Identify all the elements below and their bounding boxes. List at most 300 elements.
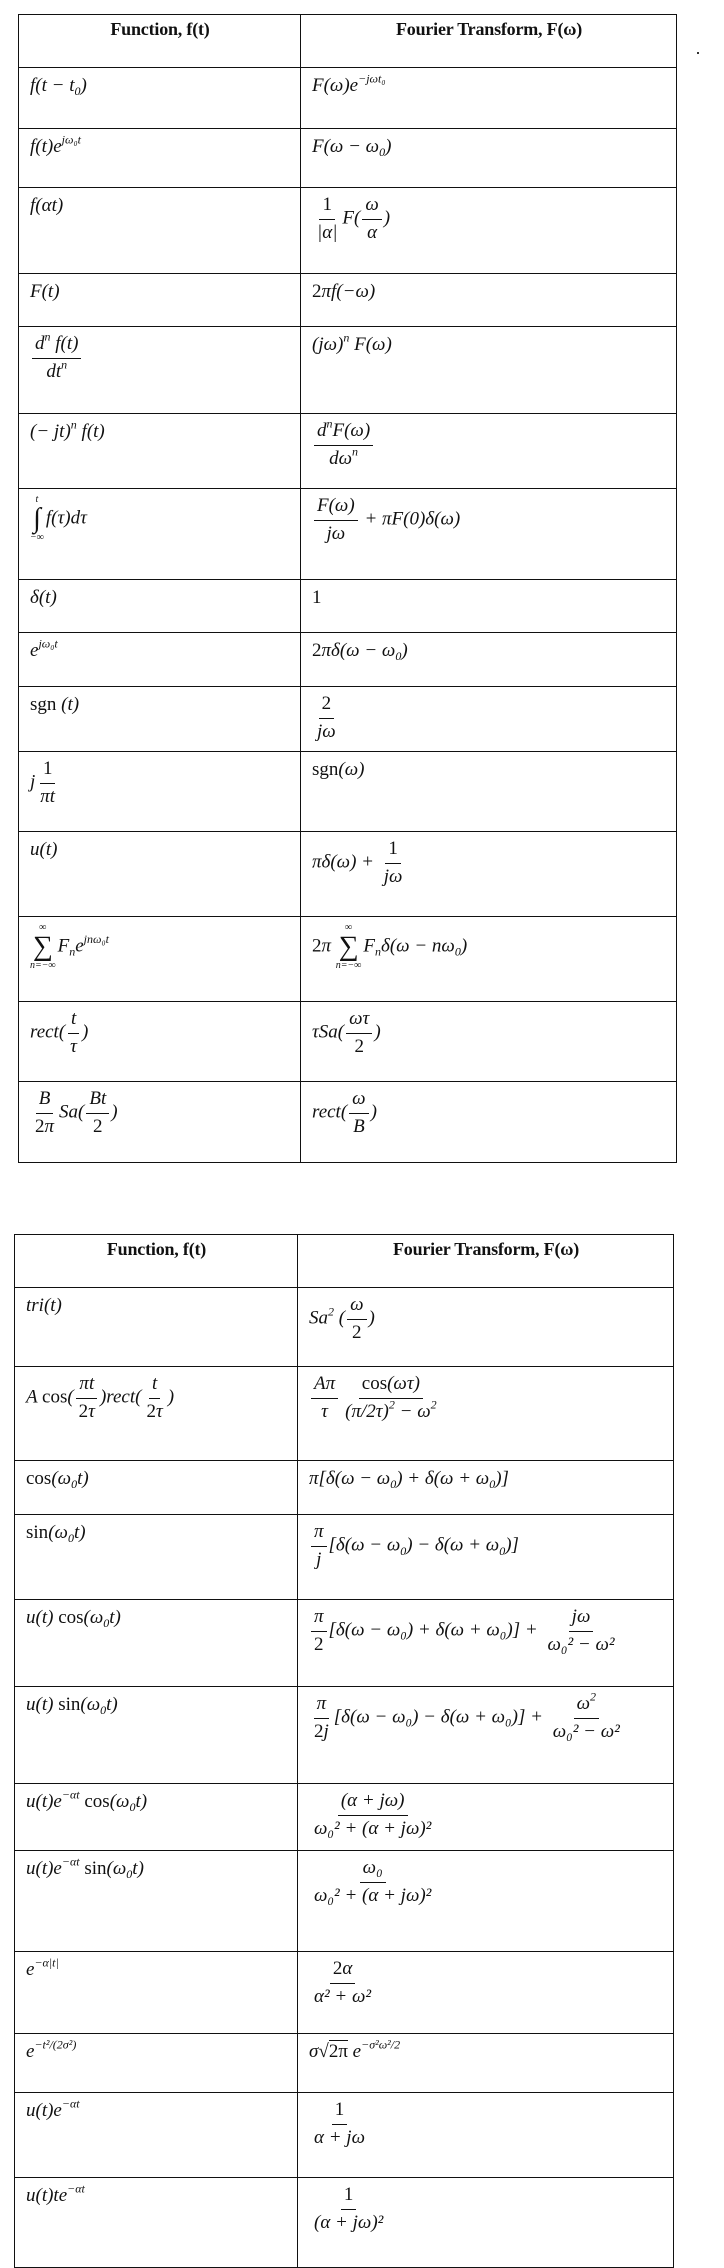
math-text: 0 [379, 145, 386, 160]
math-text: α [342, 1958, 353, 1979]
math-text: e [26, 1959, 35, 1980]
math-text: 0 [400, 1543, 407, 1558]
numerator [68, 1008, 79, 1034]
fraction [311, 1958, 374, 2009]
transform-cell [298, 2178, 674, 2268]
math-text: 0 [67, 1531, 74, 1546]
fraction [314, 495, 358, 546]
transform-cell [298, 1515, 674, 1600]
transform-cell [301, 68, 677, 129]
math-text: n [44, 329, 51, 344]
superscript [67, 2182, 85, 2196]
fraction [86, 1088, 109, 1139]
function-cell [15, 1515, 298, 1600]
math-text: ) + δ(ω + ω [396, 1468, 490, 1489]
transform-cell [301, 832, 677, 917]
header-row [15, 1235, 674, 1288]
math-text: u(t)te [26, 2185, 68, 2206]
math-text: f(αt) [30, 195, 64, 216]
math-text: −αt [61, 1854, 80, 1869]
math-text: −t²/(2σ²) [34, 2037, 77, 2052]
fraction [347, 1294, 366, 1345]
math-text: α [367, 221, 378, 243]
function-cell [19, 917, 301, 1002]
denominator [364, 220, 380, 245]
math-text: [δ(ω − ω [328, 1534, 401, 1556]
transform-cell [298, 1288, 674, 1367]
math-roman [30, 694, 61, 715]
math-text: )rect( [99, 1386, 142, 1408]
fraction [32, 329, 81, 384]
math-text: F(ω)e [312, 75, 359, 96]
header-transform: Fourier Transform, F(ω) [298, 1235, 674, 1288]
math-text: 2 [312, 640, 322, 661]
math-text: t) [132, 1858, 144, 1879]
math-text: −α|t| [34, 1955, 59, 1970]
math-text: (ω [80, 1694, 101, 1715]
denominator [326, 446, 361, 471]
function-cell [19, 1002, 301, 1082]
denominator [544, 1632, 617, 1657]
integral-icon: ∫ [33, 503, 41, 534]
table-row [15, 2178, 674, 2268]
function-cell [15, 1952, 298, 2034]
fraction [311, 1521, 327, 1572]
math-roman [388, 838, 398, 859]
math-text: τSa( [312, 1021, 345, 1043]
function-cell [19, 752, 301, 832]
function-cell [15, 1851, 298, 1952]
fraction [311, 1857, 434, 1908]
integral-symbol [30, 495, 44, 543]
function-cell [19, 129, 301, 188]
header-function: Function, f(t) [15, 1235, 298, 1288]
transform-cell [301, 129, 677, 188]
numerator [330, 1958, 355, 1984]
superscript [34, 1956, 58, 1970]
fraction [311, 1790, 434, 1841]
math-text: F(ω) [349, 334, 392, 355]
math-text: −αt [61, 1787, 80, 1802]
fraction [143, 1373, 165, 1424]
math-roman [355, 1036, 365, 1057]
math-text: 0 [71, 1477, 78, 1492]
math-text: n [326, 416, 333, 431]
math-text: 0 [100, 1703, 107, 1718]
function-cell [15, 1600, 298, 1687]
math-text: u(t)e [26, 1791, 62, 1812]
denominator [311, 2210, 386, 2235]
math-text: ( [334, 1307, 346, 1329]
math-text: ω₀ [362, 1857, 383, 1878]
numerator [36, 1088, 54, 1114]
math-text: π[δ(ω − ω [309, 1468, 391, 1489]
math-text: F [57, 935, 70, 957]
math-roman [322, 194, 332, 215]
numerator [346, 1008, 372, 1034]
math-text: ) [401, 640, 408, 661]
denominator [313, 1547, 324, 1572]
denominator [314, 719, 339, 744]
math-text: (− jt) [30, 421, 71, 442]
math-text: 1 [388, 838, 398, 859]
math-text: 2π [328, 2041, 348, 2062]
table-row [15, 1952, 674, 2034]
math-text: f(τ)dτ [45, 507, 87, 529]
math-text: u(t) [26, 1694, 59, 1715]
math-text: δ(t) [30, 587, 57, 608]
function-cell [19, 1082, 301, 1163]
fraction [311, 1373, 338, 1424]
denominator [311, 2125, 368, 2150]
math-text: (α + jω) [340, 1790, 405, 1811]
math-text: 0 [126, 1867, 133, 1882]
fraction [550, 1689, 623, 1744]
math-roman [79, 1401, 89, 1422]
function-cell [19, 832, 301, 917]
math-text: B [353, 1115, 365, 1137]
transform-cell [301, 1082, 677, 1163]
numerator [362, 194, 381, 220]
math-text: )] [495, 1468, 509, 1489]
fraction [311, 2099, 368, 2150]
math-text: t) [106, 1694, 118, 1715]
math-roman [322, 693, 332, 714]
math-text: t) [73, 1522, 86, 1543]
math-text: cos [42, 1386, 68, 1408]
function-cell [15, 1367, 298, 1461]
math-text: F [363, 935, 376, 957]
math-text: π [314, 1521, 324, 1542]
math-text: 2 [314, 1720, 324, 1742]
math-text: 1 [322, 194, 332, 215]
function-cell [19, 580, 301, 633]
summation-symbol [30, 923, 56, 971]
math-text: 1 [42, 758, 53, 779]
lower-limit: n=−∞ [30, 960, 56, 971]
math-text: 2 [354, 1035, 364, 1057]
math-roman [42, 1387, 67, 1408]
math-text: F( [342, 207, 361, 229]
numerator [349, 1088, 368, 1114]
transform-cell [298, 1784, 674, 1851]
math-roman [58, 1694, 80, 1715]
math-text: jω₀t [61, 132, 81, 147]
fraction [349, 1088, 368, 1139]
upper-limit: ∞ [345, 922, 353, 933]
table-row [19, 1002, 677, 1082]
math-text: j [30, 771, 36, 793]
superscript [431, 1397, 437, 1411]
math-text: (ω [109, 1791, 130, 1812]
superscript [358, 72, 385, 86]
denominator [323, 521, 348, 546]
math-text: (ωτ) [387, 1373, 420, 1394]
math-text: 0 [499, 1543, 506, 1558]
math-roman [312, 935, 322, 956]
math-text: ω [352, 1088, 366, 1109]
math-roman [43, 758, 53, 779]
math-roman [26, 1522, 48, 1543]
function-cell [19, 687, 301, 752]
numerator [360, 1857, 386, 1883]
math-text: ω [350, 1294, 364, 1315]
transform-cell [298, 1367, 674, 1461]
math-text: ( [67, 1386, 74, 1408]
math-text: + πF(0)δ(ω) [359, 508, 461, 530]
numerator [76, 1373, 97, 1399]
math-text: − ω [394, 1400, 431, 1422]
math-text: n [343, 330, 350, 345]
lower-limit: n=−∞ [335, 960, 362, 971]
math-text: jω [571, 1606, 591, 1627]
sqrt-radicand [329, 2040, 348, 2062]
math-text: 2 [78, 1400, 89, 1422]
math-text: π [321, 935, 336, 957]
math-text: cos [84, 1791, 110, 1812]
function-cell [15, 2178, 298, 2268]
math-roman [84, 1791, 109, 1812]
math-text: d [317, 420, 327, 441]
table-row [15, 2093, 674, 2178]
math-text: jω [383, 865, 403, 887]
math-text: 2 [352, 1321, 362, 1343]
fraction [311, 1693, 332, 1744]
numerator [311, 1606, 327, 1632]
math-text: ω₀² + (α + jω)² [314, 1884, 432, 1906]
math-text: 2 [321, 693, 332, 714]
math-text: e [75, 935, 84, 957]
transform-cell [298, 1461, 674, 1515]
math-text: ω₀² − ω² [552, 1720, 620, 1742]
fraction [342, 1373, 440, 1424]
math-text: (π/2τ) [345, 1400, 389, 1422]
math-text: f(t) [50, 333, 79, 354]
denominator [350, 1114, 368, 1139]
math-text: t) [109, 1607, 121, 1628]
fraction [76, 1373, 98, 1424]
table-row [15, 1461, 674, 1515]
superscript [38, 637, 57, 651]
math-text: 0 [395, 649, 402, 664]
math-text: 2 [93, 1115, 103, 1137]
fourier-table-1 [18, 14, 677, 1163]
math-text: f(t) [76, 421, 105, 442]
denominator [311, 1816, 434, 1841]
math-text: ωτ [349, 1008, 370, 1029]
math-text: 2 [314, 1633, 324, 1655]
math-text: 0 [489, 1477, 496, 1492]
math-text: tri(t) [26, 1295, 62, 1316]
math-text: t [152, 1373, 158, 1394]
math-text: F(ω) [317, 495, 355, 516]
fourier-table-2 [14, 1234, 674, 2268]
superscript [361, 2038, 400, 2052]
math-text: [δ(ω − ω₀) − δ(ω + ω₀)] + [333, 1706, 548, 1728]
math-roman [84, 1858, 106, 1879]
function-cell [15, 1288, 298, 1367]
denominator [318, 1399, 331, 1424]
math-text: [δ(ω − ω₀) + δ(ω + ω₀)] + [328, 1619, 543, 1641]
transform-cell [301, 580, 677, 633]
numerator [319, 194, 335, 220]
math-text: ) [385, 136, 392, 157]
denominator [381, 864, 406, 889]
transform-cell [301, 327, 677, 414]
math-text: jω [326, 522, 346, 544]
numerator [311, 1521, 327, 1547]
fraction [314, 416, 373, 471]
math-text: sgn [30, 694, 62, 715]
math-roman [344, 2184, 354, 2205]
math-text: j [323, 1720, 329, 1742]
math-text: sin [26, 1522, 49, 1543]
math-roman [312, 281, 322, 302]
denominator [37, 784, 58, 809]
math-text: t) [135, 1791, 148, 1812]
math-text: πδ(ω − ω [321, 640, 396, 661]
math-text: ) [167, 1386, 175, 1408]
numerator [40, 758, 56, 784]
math-text: (α + jω)² [314, 2211, 384, 2233]
math-text: π [316, 1693, 327, 1714]
math-text: 2 [312, 935, 322, 957]
math-text: n [352, 444, 359, 459]
math-text: −jωt₀ [358, 71, 386, 86]
math-text: 0 [103, 1616, 110, 1631]
math-text: t) [77, 1468, 89, 1489]
math-text: cos [361, 1373, 388, 1394]
lower-limit: −∞ [30, 532, 44, 543]
math-text: cos [58, 1607, 84, 1628]
math-text: (ω [106, 1858, 127, 1879]
fraction [67, 1008, 80, 1059]
math-text: 2 [35, 1115, 45, 1137]
table-row [19, 414, 677, 489]
math-text: 2 [312, 281, 322, 302]
math-roman [146, 1401, 156, 1422]
math-text: −αt [67, 2181, 85, 2196]
numerator [314, 495, 358, 521]
math-text: (ω [51, 1468, 72, 1489]
math-text: ) [370, 1101, 377, 1123]
denominator [32, 1114, 57, 1139]
fraction [346, 1008, 372, 1059]
numerator [341, 2184, 357, 2210]
math-text: πδ(ω) + [312, 851, 379, 873]
denominator [311, 1632, 327, 1657]
superscript [62, 133, 81, 147]
fraction [544, 1606, 617, 1657]
transform-cell [301, 489, 677, 580]
fraction [314, 693, 339, 744]
math-text: ω [576, 1693, 590, 1714]
stray-dot [697, 52, 699, 54]
math-roman [312, 587, 322, 608]
math-text: (jω) [312, 334, 344, 355]
math-text: n [69, 944, 76, 959]
math-text: ) [81, 1021, 89, 1043]
denominator [311, 1719, 332, 1744]
table-row [19, 633, 677, 687]
math-text: A [26, 1386, 43, 1408]
math-text: ) [80, 75, 87, 96]
math-text: 1 [343, 2184, 354, 2205]
math-roman [26, 1468, 51, 1489]
math-text: n [70, 417, 77, 432]
math-text: Sa( [59, 1101, 85, 1123]
numerator [319, 693, 335, 719]
fraction [314, 194, 340, 245]
table-row [19, 752, 677, 832]
function-cell [19, 489, 301, 580]
denominator [311, 1883, 434, 1908]
math-text: ω [365, 194, 379, 215]
math-text: τ [88, 1400, 95, 1422]
function-cell [19, 274, 301, 327]
superscript [62, 1788, 80, 1802]
math-text: 2 [589, 1689, 596, 1704]
math-text: 0 [129, 1800, 136, 1815]
function-cell [19, 633, 301, 687]
math-text: πt [40, 785, 56, 807]
math-roman [58, 1607, 83, 1628]
math-text: sgn [312, 759, 339, 780]
math-text: |α| [317, 221, 338, 243]
table-row [15, 1288, 674, 1367]
transform-cell [298, 1687, 674, 1784]
math-text: (ω) [338, 759, 365, 780]
math-text: rect( [312, 1101, 348, 1123]
math-roman [362, 1373, 387, 1394]
numerator [385, 838, 401, 864]
function-cell [19, 68, 301, 129]
math-text: F(ω) [332, 420, 371, 441]
numerator [311, 1373, 338, 1399]
denominator [349, 1320, 365, 1345]
math-text: jω₀t [38, 636, 58, 651]
transform-cell [301, 752, 677, 832]
upper-limit: ∞ [39, 922, 47, 933]
header-transform: Fourier Transform, F(ω) [301, 15, 677, 68]
header-row [19, 15, 677, 68]
transform-cell [301, 633, 677, 687]
denominator [311, 1984, 374, 2009]
fraction [32, 1088, 57, 1139]
math-text: jω [317, 720, 336, 742]
math-text: (t) [61, 694, 80, 715]
math-text: 2 [388, 1397, 395, 1412]
superscript [34, 2038, 76, 2052]
math-roman [333, 1958, 343, 1979]
sigma-icon: ∑ [32, 931, 53, 962]
math-roman [335, 2099, 345, 2120]
denominator [90, 1114, 106, 1139]
math-text: π [314, 1606, 324, 1627]
function-cell [15, 1687, 298, 1784]
math-text: j [316, 1548, 322, 1570]
numerator [314, 416, 373, 446]
numerator [332, 2099, 348, 2125]
math-text: dt [46, 360, 62, 382]
table-row [15, 2034, 674, 2093]
numerator [347, 1294, 366, 1320]
math-roman [352, 1322, 362, 1343]
math-text: t [70, 1008, 77, 1029]
table-row [15, 1515, 674, 1600]
numerator [338, 1790, 408, 1816]
table-row [19, 917, 677, 1002]
